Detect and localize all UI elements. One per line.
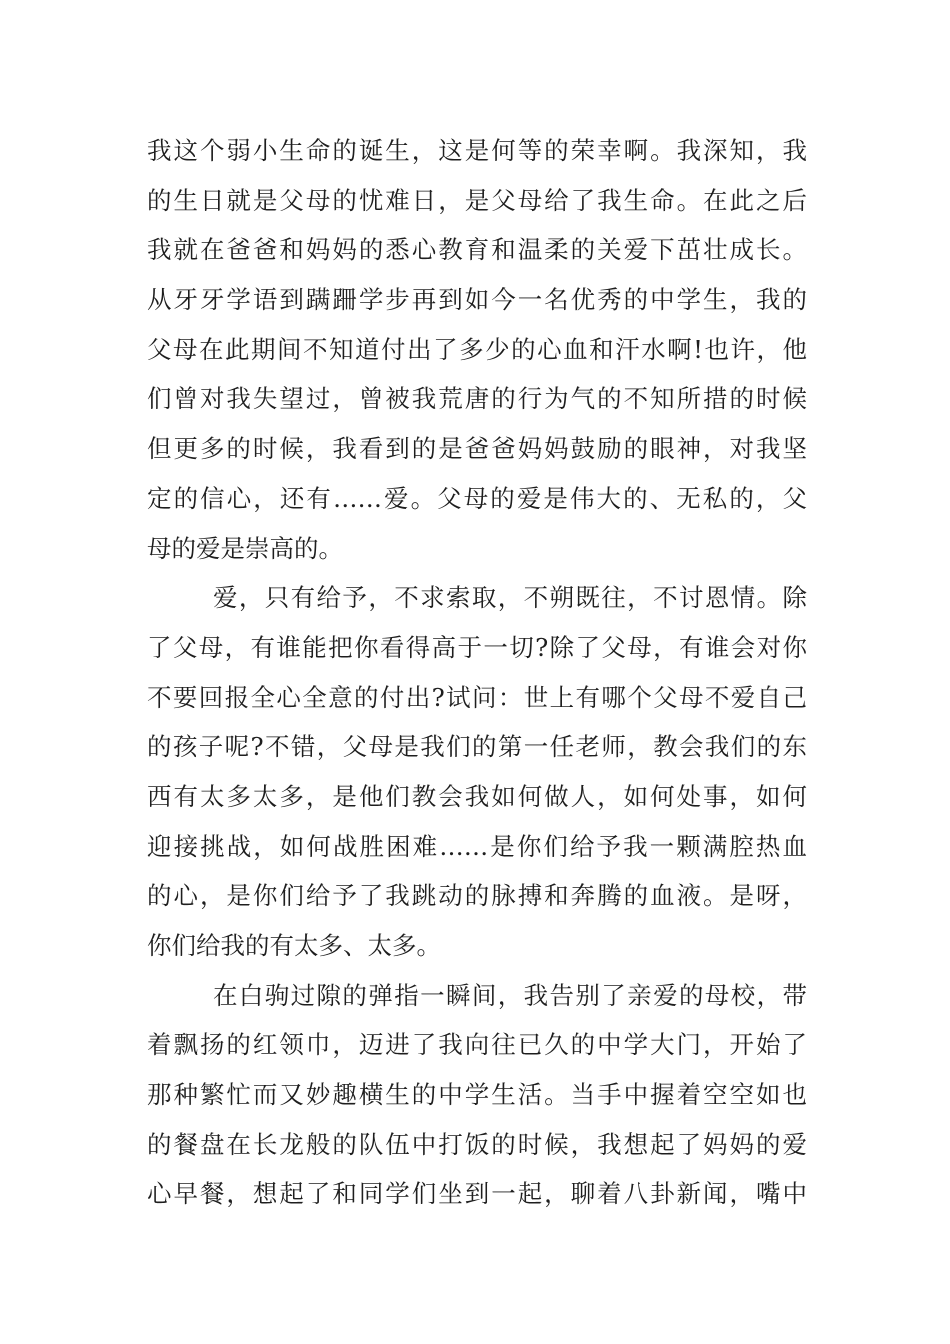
text-line: 心早餐，想起了和同学们坐到一起，聊着八卦新闻，嘴中 (147, 1179, 807, 1209)
text-line: 你们给我的有太多、太多。 (147, 931, 441, 960)
text-line: 我就在爸爸和妈妈的悉心教育和温柔的关爱下茁壮成长。 (147, 235, 807, 265)
text-line: 迎接挑战，如何战胜困难……是你们给予我一颗满腔热血 (147, 831, 807, 861)
text-line: 着飘扬的红领巾，迈进了我向往已久的中学大门，开始了 (147, 1030, 807, 1060)
text-line: 的餐盘在长龙般的队伍中打饭的时候，我想起了妈妈的爱 (147, 1129, 807, 1159)
text-line: 我这个弱小生命的诞生，这是何等的荣幸啊。我深知，我 (147, 136, 807, 165)
text-line: 那种繁忙而又妙趣横生的中学生活。当手中握着空空如也 (147, 1080, 807, 1110)
text-line: 但更多的时候，我看到的是爸爸妈妈鼓励的眼神，对我坚 (147, 434, 807, 464)
text-line: 不要回报全心全意的付出?试问：世上有哪个父母不爱自己 (147, 682, 807, 712)
body-text (147, 126, 807, 1219)
text-line: 西有太多太多，是他们教会我如何做人，如何处事，如何 (147, 781, 807, 811)
text-line: 了父母，有谁能把你看得高于一切?除了父母，有谁会对你 (147, 632, 807, 662)
text-line: 的生日就是父母的忧难日，是父母给了我生命。在此之后 (147, 185, 807, 215)
text-line: 从牙牙学语到蹒跚学步再到如今一名优秀的中学生，我的 (147, 285, 807, 315)
paragraph-first-line: 爱，只有给予，不求索取，不朔既往，不讨恩情。除 (213, 583, 807, 613)
text-line: 定的信心，还有……爱。父母的爱是伟大的、无私的，父 (147, 483, 807, 513)
text-line: 父母在此期间不知道付出了多少的心血和汗水啊!也许，他 (147, 334, 807, 364)
paragraph-first-line: 在白驹过隙的弹指一瞬间，我告别了亲爱的母校，带 (213, 980, 807, 1010)
text-line: 的孩子呢?不错，父母是我们的第一任老师，教会我们的东 (147, 732, 807, 762)
text-line: 母的爱是崇高的。 (147, 533, 343, 563)
text-line: 的心，是你们给予了我跳动的脉搏和奔腾的血液。是呀， (147, 881, 807, 911)
text-line: 们曾对我失望过，曾被我荒唐的行为气的不知所措的时候 (147, 384, 807, 414)
